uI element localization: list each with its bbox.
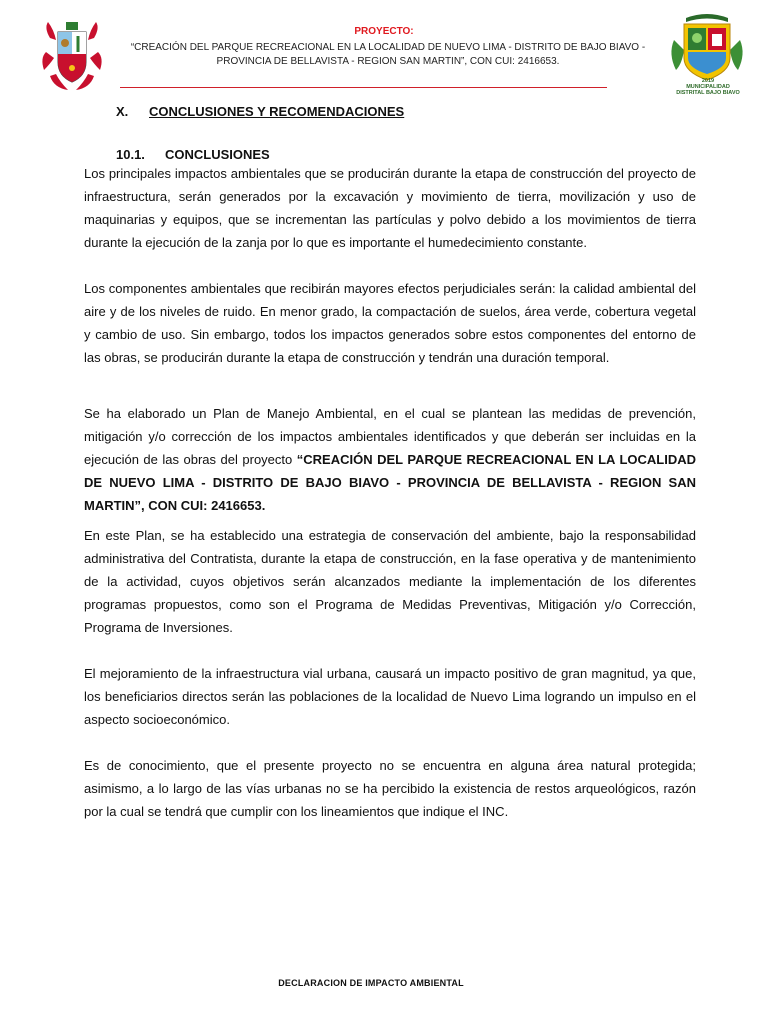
municipal-seal-caption <box>662 78 754 96</box>
seal-line1: MUNICIPALIDAD <box>686 84 730 90</box>
page-header <box>0 0 768 100</box>
section-title: CONCLUSIONES Y RECOMENDACIONES <box>149 104 405 119</box>
paragraph-5: El mejoramiento de la infraestructura vial urbana, causará un impacto positivo de gran magnitud, ya que, los beneficiarios directos serán las poblaciones de la localidad de Nuevo Lima logrando un impulso en el aspecto socioeconómico. <box>84 666 696 727</box>
seal-line2: DISTRITAL BAJO BIAVO <box>676 90 740 96</box>
paragraph-2: Los componentes ambientales que recibirán mayores efectos perjudiciales serán: la calidad ambiental del aire y de los niveles de ruido. En menor grado, la compactación de suelos, área verde, cobertura vegetal y cambio de uso. Sin embargo, todos los impactos generados sobre estos componentes del entorno de las obras, se producirán durante la etapa de construcción y tendrán una duración temporal. <box>84 281 696 365</box>
document-body <box>84 104 696 823</box>
section-number: X. <box>116 104 129 119</box>
subsection-heading <box>116 147 696 162</box>
header-divider <box>120 87 607 88</box>
paragraph-4: En este Plan, se ha establecido una estrategia de conservación del ambiente, bajo la responsabilidad administrativa del Contratista, durante la etapa de construcción, en la fase operativa y de mantenimiento de la actividad, cuyos objetivos serán alcanzados mediante la implementación de los diferentes programas propuestos, como son el Programa de Medidas Preventivas, Mitigación y/o Corrección, Programa de Inversiones. <box>84 528 696 635</box>
subsection-number: 10.1. <box>116 147 145 162</box>
project-label: PROYECTO: <box>354 26 414 37</box>
paragraph-1: Los principales impactos ambientales que se producirán durante la etapa de construcción del proyecto de infraestructura, serán generados por la excavación y movimiento de tierra, movilización y uso de maquinarias y equipos, que se incrementan las partículas y polvo debido a los movimientos de tierra durante la ejecución de la zanja por lo que es importante el humedecimiento constante. <box>84 166 696 250</box>
paragraph-3 <box>84 402 696 517</box>
paragraph-6: Es de conocimiento, que el presente proyecto no se encuentra en alguna área natural protegida; asimismo, a lo largo de las vías urbanas no se ha percibido la existencia de restos arqueológicos, razón por la cual se tendrá que cumplir con los lineamientos que indique el INC. <box>84 758 696 819</box>
section-heading <box>116 104 696 119</box>
project-title: “CREACIÓN DEL PARQUE RECREACIONAL EN LA LOCALIDAD DE NUEVO LIMA - DISTRITO DE BAJO BIAVO - PROVINCIA DE BELLAVISTA - REGION SAN MARTIN”, CON CUI: 2416653. <box>130 42 646 67</box>
seal-year: 2019 <box>701 78 715 84</box>
page-footer: DECLARACION DE IMPACTO AMBIENTAL <box>278 978 464 988</box>
paragraph-3-project-name: “CREACIÓN DEL PARQUE RECREACIONAL EN LA LOCALIDAD DE NUEVO LIMA - DISTRITO DE BAJO BIAVO - PROVINCIA DE BELLAVISTA - REGION SAN MARTIN”, CON CUI: 2416653. <box>84 452 696 513</box>
paragraph-3-lead: Se ha elaborado un Plan de Manejo Ambiental, en el cual se plantean las medidas de prevención, mitigación y/o corrección de los impactos ambientales identificados y que deberán ser incluidas en la ejecución de las obras del proyecto <box>84 406 696 467</box>
subsection-title: CONCLUSIONES <box>165 147 270 162</box>
